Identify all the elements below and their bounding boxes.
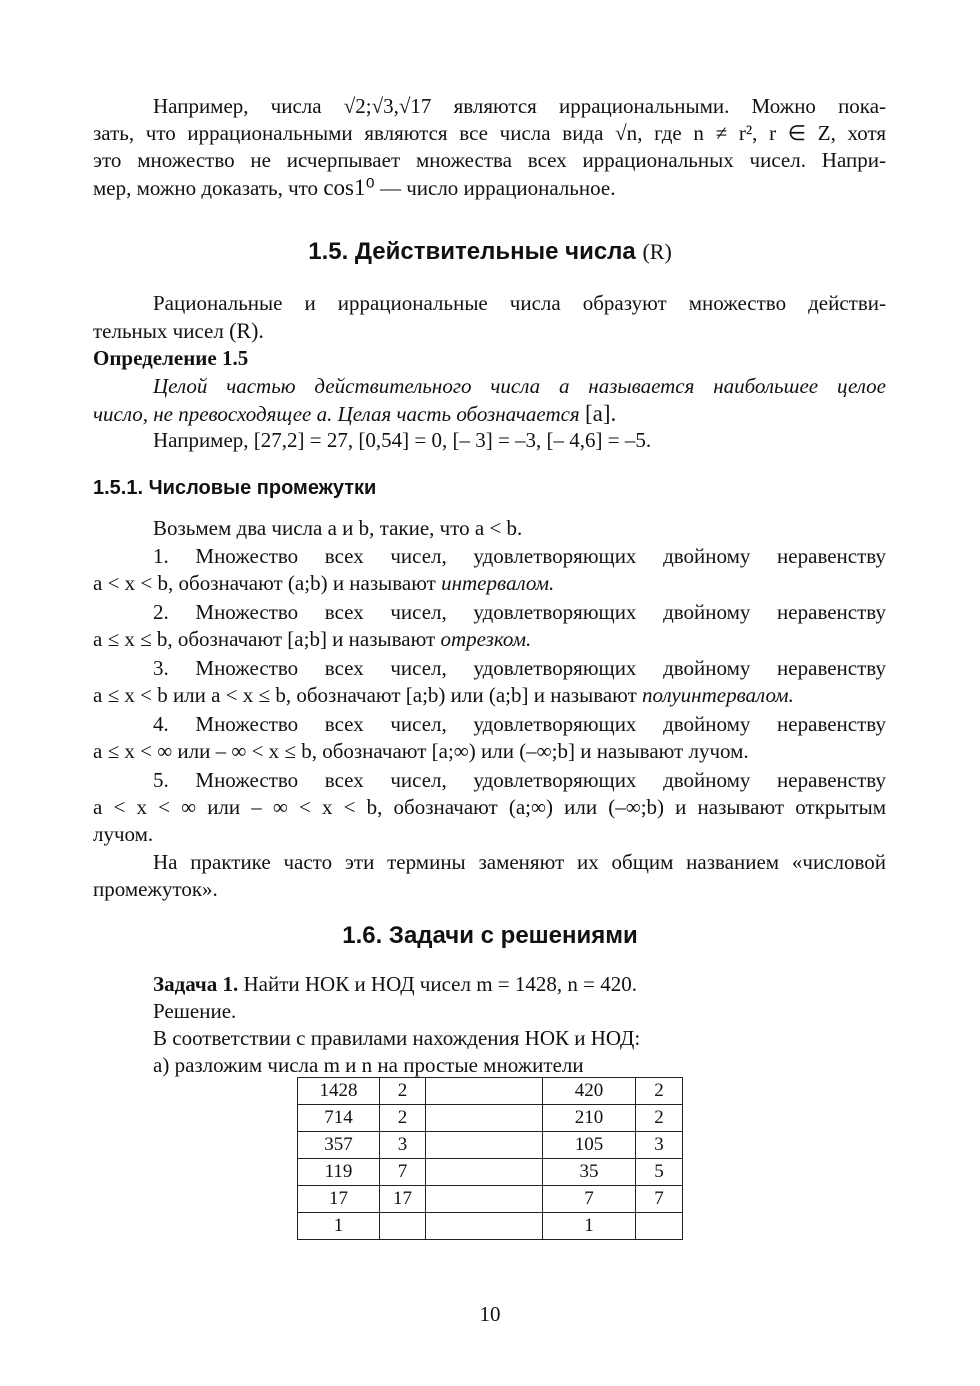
table-row (298, 1186, 683, 1213)
table-row (298, 1159, 683, 1186)
item-term: полуинтервалом. (642, 683, 794, 707)
definition-line (93, 400, 886, 427)
table-cell: 357 (298, 1132, 380, 1159)
interval-item-4 (93, 711, 886, 765)
item-text: a ≤ x ≤ b, обозначают [a;b] и называют (93, 627, 436, 651)
table-row (298, 1078, 683, 1105)
intro-paragraph (93, 93, 886, 201)
table-cell: 17 (298, 1186, 380, 1213)
table-cell: 2 (380, 1105, 426, 1132)
definition-line: Целой частью действительного числа a называется наибольшее целое (153, 374, 886, 398)
table-cell: 2 (636, 1078, 683, 1105)
table-cell: 7 (380, 1159, 426, 1186)
intro-text: мер, можно доказать, что (93, 176, 319, 200)
table-row (298, 1213, 683, 1240)
table-cell: 17 (380, 1186, 426, 1213)
table-cell: 3 (380, 1132, 426, 1159)
item-line: a < x < ∞ или – ∞ < x < b, обозначают (a;∞) или (–∞;b) и называют открытым (93, 795, 886, 819)
item-line: 5. Множество всех чисел, удовлетворяющих двойному неравенству (153, 768, 886, 792)
paragraph-line (93, 317, 886, 344)
section-1-5-paragraph (93, 290, 886, 344)
formula-r-in-z: r ∈ Z (769, 121, 831, 145)
paragraph-line: Рациональные и иррациональные числа образуют множество действи- (153, 291, 886, 315)
table-cell: 1 (298, 1213, 380, 1240)
item-line: 1. Множество всех чисел, удовлетворяющих двойному неравенству (153, 544, 886, 568)
intro-text: , хотя (830, 121, 887, 145)
intro-text: зать, что иррациональными являются все числа вида (93, 121, 604, 145)
table-row (298, 1132, 683, 1159)
paragraph-text: тельных чисел (93, 319, 224, 343)
interval-item-5 (93, 767, 886, 848)
note-line: промежуток». (93, 877, 218, 901)
solution-label: Решение. (153, 999, 237, 1023)
table-cell (636, 1213, 683, 1240)
intro-text: , (752, 121, 758, 145)
table-cell: 2 (380, 1078, 426, 1105)
task-text: Найти НОК и НОД чисел m = 1428, n = 420. (243, 972, 637, 996)
task-1 (93, 971, 886, 1079)
item-line (93, 570, 886, 597)
item-text: a < x < b, обозначают (a;b) и называют (93, 571, 436, 595)
page-number: 10 (479, 1302, 501, 1326)
table-cell: 7 (636, 1186, 683, 1213)
table-cell: 714 (298, 1105, 380, 1132)
formula-sqrt-n: √n (615, 121, 638, 145)
item-line: лучом. (93, 822, 154, 846)
task-label: Задача 1. (153, 972, 239, 996)
intro-text: Например, числа (153, 94, 322, 118)
intro-line-4 (93, 174, 886, 201)
item-term: интервалом. (441, 571, 555, 595)
table-cell: 3 (636, 1132, 683, 1159)
table-cell: 7 (543, 1186, 636, 1213)
table-cell: 1 (543, 1213, 636, 1240)
table-cell: 35 (543, 1159, 636, 1186)
example-line: Например, [27,2] = 27, [0,54] = 0, [– 3] = –3, [– 4,6] = –5. (153, 428, 652, 452)
intro-text: — число иррациональное. (379, 176, 616, 200)
item-text: a ≤ x < b или a < x ≤ b, обозначают [a;b) или (a;b] и называют (93, 683, 637, 707)
definition-title: Определение 1.5 (93, 346, 249, 370)
table-cell: 2 (636, 1105, 683, 1132)
section-1-6-heading: 1.6. Задачи с решениями (342, 922, 638, 949)
intro-line-2 (93, 120, 886, 147)
intro-text: , где (637, 121, 682, 145)
item-line: a ≤ x < ∞ или – ∞ < x ≤ b, обозначают [a;∞) или (–∞;b] и называют лучом. (93, 739, 749, 763)
item-line (93, 626, 886, 653)
table-cell: 210 (543, 1105, 636, 1132)
intro-text: являются иррациональными. Можно пока- (453, 94, 887, 118)
table-cell: 420 (543, 1078, 636, 1105)
section-title: 1.5. Действительные числа (308, 238, 636, 265)
interval-item-2 (93, 599, 886, 653)
intro-line-3: это множество не исчерпывает множества всех иррациональных чисел. Напри- (93, 148, 886, 172)
table-cell: 119 (298, 1159, 380, 1186)
intervals-note (93, 849, 886, 903)
table-cell (426, 1078, 543, 1105)
table-cell: 105 (543, 1132, 636, 1159)
intervals-body (93, 515, 886, 542)
table-cell: 5 (636, 1159, 683, 1186)
table-row (298, 1105, 683, 1132)
solution-rule: В соответствии с правилами нахождения НОК и НОД: (153, 1026, 641, 1050)
interval-item-1 (93, 543, 886, 597)
item-line (93, 682, 886, 709)
item-term: отрезком. (440, 627, 532, 651)
table-cell: 1428 (298, 1078, 380, 1105)
formula-integer-part: [a]. (584, 401, 617, 426)
factorization-table (297, 1077, 683, 1240)
section-1-5-1-heading: 1.5.1. Числовые промежутки (93, 477, 377, 499)
item-line: 4. Множество всех чисел, удовлетворяющих двойному неравенству (153, 712, 886, 736)
formula-n-ne-r2: n ≠ r² (693, 121, 753, 145)
interval-item-3 (93, 655, 886, 709)
table-cell (426, 1105, 543, 1132)
definition-text: число, не превосходящее a. Целая часть обозначается (93, 402, 580, 426)
table-cell (426, 1159, 543, 1186)
formula-roots: √2;√3,√17 (343, 94, 432, 118)
formula-r: (R). (229, 318, 264, 343)
section-symbol: (R) (642, 239, 672, 264)
task-line (93, 971, 886, 998)
definition-body (93, 373, 886, 454)
intro-line-1 (93, 93, 886, 120)
solution-step-a: а) разложим числа m и n на простые множители (153, 1053, 584, 1077)
table-cell (426, 1186, 543, 1213)
table-cell (380, 1213, 426, 1240)
note-line: На практике часто эти термины заменяют их общим названием «числовой (153, 850, 886, 874)
intervals-intro: Возьмем два числа a и b, такие, что a < b. (153, 516, 523, 540)
table-cell (426, 1213, 543, 1240)
formula-cos: cos1⁰ (323, 175, 375, 200)
table-cell (426, 1132, 543, 1159)
factorization-table-body (298, 1078, 683, 1240)
item-line: 2. Множество всех чисел, удовлетворяющих двойному неравенству (153, 600, 886, 624)
section-1-5-heading (0, 238, 980, 266)
item-line: 3. Множество всех чисел, удовлетворяющих двойному неравенству (153, 656, 886, 680)
